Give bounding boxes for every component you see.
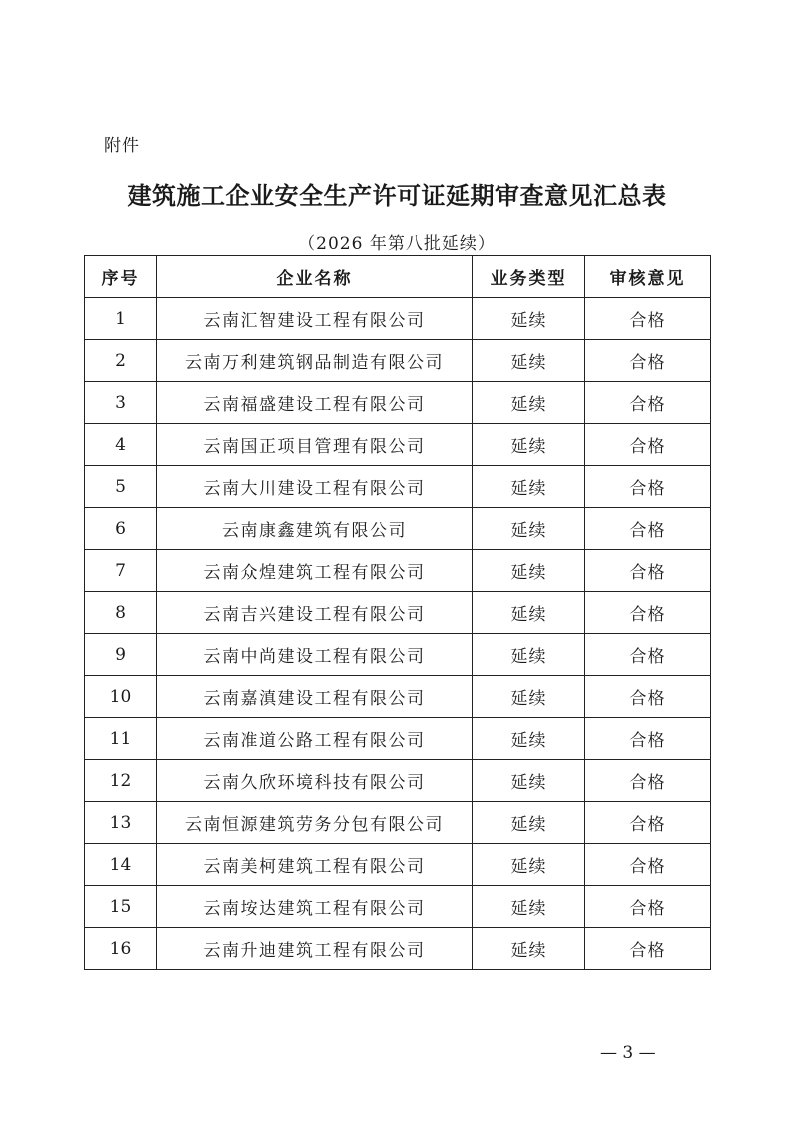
cell-company-name: 云南康鑫建筑有限公司	[157, 508, 473, 550]
cell-company-name: 云南久欣环境科技有限公司	[157, 760, 473, 802]
cell-serial-number: 13	[85, 802, 157, 844]
cell-business-type: 延续	[473, 382, 585, 424]
table-row	[85, 718, 711, 760]
cell-serial-number: 2	[85, 340, 157, 382]
cell-serial-number: 1	[85, 298, 157, 340]
cell-review-opinion: 合格	[585, 340, 711, 382]
attachment-label: 附件	[104, 136, 140, 156]
cell-review-opinion: 合格	[585, 718, 711, 760]
table-row	[85, 340, 711, 382]
cell-business-type: 延续	[473, 340, 585, 382]
table-row	[85, 298, 711, 340]
table-row	[85, 928, 711, 970]
cell-business-type: 延续	[473, 634, 585, 676]
cell-company-name: 云南美柯建筑工程有限公司	[157, 844, 473, 886]
cell-review-opinion: 合格	[585, 550, 711, 592]
cell-business-type: 延续	[473, 592, 585, 634]
cell-review-opinion: 合格	[585, 508, 711, 550]
cell-serial-number: 11	[85, 718, 157, 760]
cell-business-type: 延续	[473, 886, 585, 928]
table-row	[85, 844, 711, 886]
header-review-opinion: 审核意见	[585, 256, 711, 298]
cell-review-opinion: 合格	[585, 298, 711, 340]
page-number: — 3 —	[600, 1043, 656, 1063]
cell-serial-number: 16	[85, 928, 157, 970]
cell-company-name: 云南汇智建设工程有限公司	[157, 298, 473, 340]
cell-review-opinion: 合格	[585, 802, 711, 844]
table-row	[85, 466, 711, 508]
table-row	[85, 634, 711, 676]
document-title: 建筑施工企业安全生产许可证延期审查意见汇总表	[127, 182, 667, 210]
cell-serial-number: 6	[85, 508, 157, 550]
cell-business-type: 延续	[473, 844, 585, 886]
table-row	[85, 550, 711, 592]
cell-company-name: 云南中尚建设工程有限公司	[157, 634, 473, 676]
cell-serial-number: 10	[85, 676, 157, 718]
cell-business-type: 延续	[473, 466, 585, 508]
header-serial-number: 序号	[85, 256, 157, 298]
cell-review-opinion: 合格	[585, 676, 711, 718]
cell-business-type: 延续	[473, 928, 585, 970]
cell-review-opinion: 合格	[585, 634, 711, 676]
table-row	[85, 508, 711, 550]
table-row	[85, 592, 711, 634]
cell-business-type: 延续	[473, 508, 585, 550]
cell-business-type: 延续	[473, 802, 585, 844]
cell-serial-number: 4	[85, 424, 157, 466]
cell-serial-number: 14	[85, 844, 157, 886]
cell-review-opinion: 合格	[585, 886, 711, 928]
cell-business-type: 延续	[473, 550, 585, 592]
cell-serial-number: 15	[85, 886, 157, 928]
cell-review-opinion: 合格	[585, 466, 711, 508]
cell-review-opinion: 合格	[585, 382, 711, 424]
cell-company-name: 云南嘉滇建设工程有限公司	[157, 676, 473, 718]
cell-serial-number: 3	[85, 382, 157, 424]
table-row	[85, 382, 711, 424]
cell-company-name: 云南升迪建筑工程有限公司	[157, 928, 473, 970]
cell-company-name: 云南福盛建设工程有限公司	[157, 382, 473, 424]
table-header-row	[85, 256, 711, 298]
cell-company-name: 云南准道公路工程有限公司	[157, 718, 473, 760]
cell-business-type: 延续	[473, 298, 585, 340]
cell-company-name: 云南众煌建筑工程有限公司	[157, 550, 473, 592]
table-row	[85, 676, 711, 718]
cell-business-type: 延续	[473, 718, 585, 760]
cell-serial-number: 5	[85, 466, 157, 508]
cell-company-name: 云南恒源建筑劳务分包有限公司	[157, 802, 473, 844]
cell-company-name: 云南万利建筑钢品制造有限公司	[157, 340, 473, 382]
cell-business-type: 延续	[473, 676, 585, 718]
cell-review-opinion: 合格	[585, 928, 711, 970]
cell-serial-number: 8	[85, 592, 157, 634]
cell-company-name: 云南吉兴建设工程有限公司	[157, 592, 473, 634]
cell-company-name: 云南大川建设工程有限公司	[157, 466, 473, 508]
cell-review-opinion: 合格	[585, 424, 711, 466]
table-body	[85, 298, 711, 970]
cell-review-opinion: 合格	[585, 760, 711, 802]
cell-business-type: 延续	[473, 424, 585, 466]
cell-company-name: 云南国正项目管理有限公司	[157, 424, 473, 466]
table-row	[85, 424, 711, 466]
review-summary-table	[84, 255, 711, 970]
cell-company-name: 云南垵达建筑工程有限公司	[157, 886, 473, 928]
cell-review-opinion: 合格	[585, 844, 711, 886]
cell-business-type: 延续	[473, 760, 585, 802]
cell-serial-number: 9	[85, 634, 157, 676]
table-row	[85, 886, 711, 928]
document-subtitle: （2026 年第八批延续）	[298, 234, 496, 254]
cell-serial-number: 12	[85, 760, 157, 802]
table-row	[85, 802, 711, 844]
cell-review-opinion: 合格	[585, 592, 711, 634]
cell-serial-number: 7	[85, 550, 157, 592]
table-row	[85, 760, 711, 802]
header-business-type: 业务类型	[473, 256, 585, 298]
header-company-name: 企业名称	[157, 256, 473, 298]
